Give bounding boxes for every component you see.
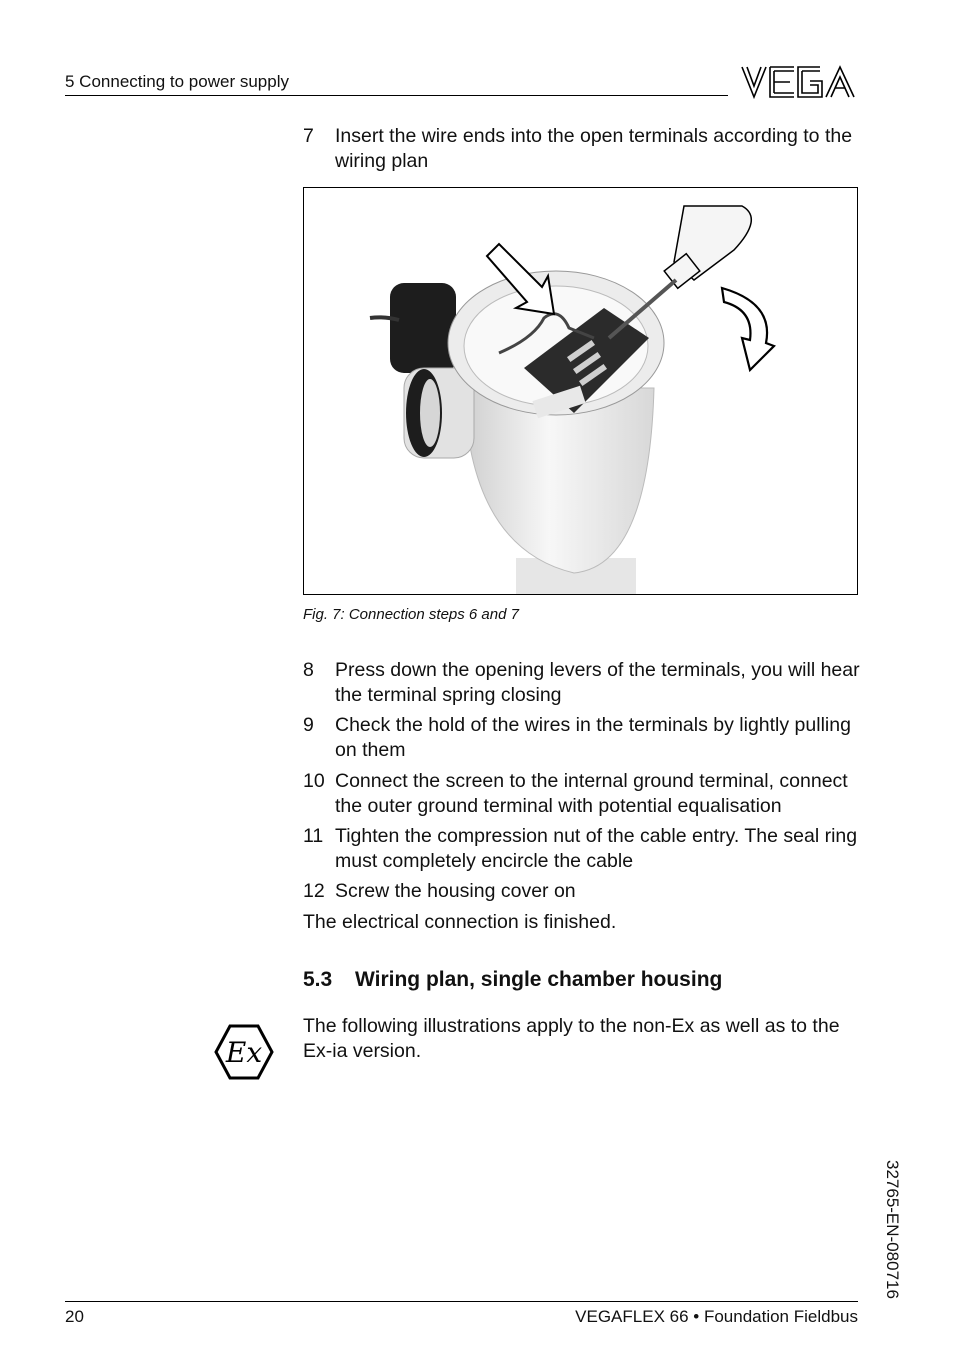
step-text: Screw the housing cover on — [335, 880, 576, 902]
footer-product: VEGAFLEX 66 • Foundation Fieldbus — [575, 1307, 858, 1326]
housing-illustration — [304, 188, 857, 594]
running-header: 5 Connecting to power supply — [65, 72, 289, 91]
step-11 — [303, 824, 863, 873]
step-10 — [303, 769, 863, 818]
step-12 — [303, 879, 863, 904]
figure-caption: Fig. 7: Connection steps 6 and 7 — [303, 606, 519, 623]
vega-logo — [740, 51, 858, 100]
section-title: Wiring plan, single chamber housing — [355, 968, 723, 991]
step-8 — [303, 658, 863, 707]
step-number: 9 — [303, 714, 314, 736]
step-number: 10 — [303, 770, 325, 792]
step-text: Press down the opening levers of the terminals, you will hear the terminal spring closing — [335, 659, 860, 706]
document-number-text: 32765-EN-080716 — [883, 1160, 902, 1299]
footer-rule — [65, 1301, 858, 1302]
ex-note-paragraph: The following illustrations apply to the non-Ex as well as to the Ex-ia version. — [303, 1015, 840, 1062]
step-9 — [303, 713, 863, 762]
step-text: Insert the wire ends into the open terminals according to the wiring plan — [335, 125, 853, 172]
vega-logo-text: VEGA — [740, 51, 785, 68]
step-text: Tighten the compression nut of the cable entry. The seal ring must completely encircle the cable — [335, 825, 858, 872]
step-text: Check the hold of the wires in the terminals by lightly pulling on them — [335, 714, 851, 761]
header-rule — [65, 95, 728, 96]
step-number: 11 — [303, 825, 324, 847]
figure-connection-steps — [303, 187, 858, 595]
section-number: 5.3 — [303, 968, 333, 991]
step-text: Connect the screen to the internal ground terminal, connect the outer ground terminal with potential equalisation — [335, 770, 848, 817]
ex-icon-text: Ex — [225, 1036, 263, 1069]
ex-hazard-icon — [214, 1024, 274, 1080]
document-number — [878, 1160, 902, 1310]
step-7 — [303, 124, 863, 173]
closing-paragraph: The electrical connection is finished. — [303, 911, 617, 933]
page-number: 20 — [65, 1307, 84, 1326]
step-number: 12 — [303, 880, 325, 902]
step-number: 7 — [303, 125, 314, 147]
step-number: 8 — [303, 659, 314, 681]
